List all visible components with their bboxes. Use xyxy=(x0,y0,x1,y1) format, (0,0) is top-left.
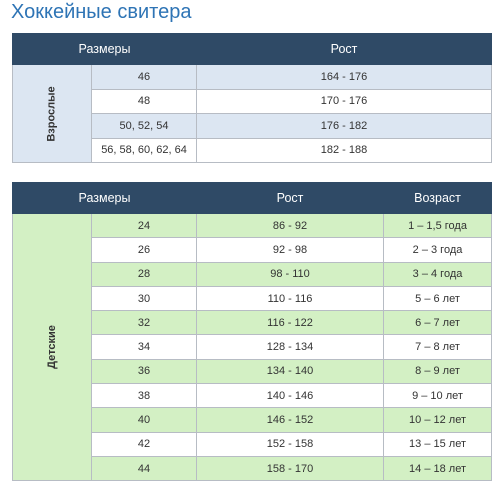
age-cell: 7 – 8 лет xyxy=(384,335,492,359)
height-cell: 140 - 146 xyxy=(197,384,384,408)
height-cell: 164 - 176 xyxy=(197,65,492,90)
age-cell: 6 – 7 лет xyxy=(384,311,492,335)
adult-group-label: Взрослые xyxy=(45,85,58,142)
size-cell: 56, 58, 60, 62, 64 xyxy=(92,138,197,163)
height-cell: 92 - 98 xyxy=(197,238,384,262)
height-cell: 116 - 122 xyxy=(197,311,384,335)
size-cell: 32 xyxy=(92,311,197,335)
size-cell: 28 xyxy=(92,262,197,286)
adult-header-sizes: Размеры xyxy=(13,34,197,65)
height-cell: 98 - 110 xyxy=(197,262,384,286)
page-title: Хоккейные свитера xyxy=(11,1,192,23)
age-cell: 8 – 9 лет xyxy=(384,359,492,383)
kids-header-row xyxy=(13,183,492,214)
size-cell: 46 xyxy=(92,65,197,90)
kids-group-label: Детские xyxy=(45,325,58,369)
adult-header-height: Рост xyxy=(197,34,492,65)
size-cell: 38 xyxy=(92,384,197,408)
kids-group-cell xyxy=(13,214,92,481)
height-cell: 110 - 116 xyxy=(197,286,384,310)
age-cell: 5 – 6 лет xyxy=(384,286,492,310)
adult-group-cell xyxy=(13,65,92,163)
adult-size-table xyxy=(12,33,492,163)
age-cell: 13 – 15 лет xyxy=(384,432,492,456)
size-cell: 36 xyxy=(92,359,197,383)
age-cell: 14 – 18 лет xyxy=(384,456,492,480)
size-cell: 34 xyxy=(92,335,197,359)
adult-header-row xyxy=(13,34,492,65)
kids-header-age: Возраст xyxy=(384,183,492,214)
table-row xyxy=(13,65,492,90)
kids-header-height: Рост xyxy=(197,183,384,214)
age-cell: 2 – 3 года xyxy=(384,238,492,262)
height-cell: 146 - 152 xyxy=(197,408,384,432)
age-cell: 1 – 1,5 года xyxy=(384,214,492,238)
size-cell: 24 xyxy=(92,214,197,238)
age-cell: 10 – 12 лет xyxy=(384,408,492,432)
height-cell: 176 - 182 xyxy=(197,114,492,139)
height-cell: 182 - 188 xyxy=(197,138,492,163)
kids-size-table xyxy=(12,182,492,481)
height-cell: 152 - 158 xyxy=(197,432,384,456)
age-cell: 3 – 4 года xyxy=(384,262,492,286)
size-cell: 42 xyxy=(92,432,197,456)
height-cell: 134 - 140 xyxy=(197,359,384,383)
age-cell: 9 – 10 лет xyxy=(384,384,492,408)
height-cell: 128 - 134 xyxy=(197,335,384,359)
size-cell: 30 xyxy=(92,286,197,310)
table-row xyxy=(13,214,492,238)
size-cell: 26 xyxy=(92,238,197,262)
height-cell: 170 - 176 xyxy=(197,89,492,114)
size-cell: 50, 52, 54 xyxy=(92,114,197,139)
size-cell: 40 xyxy=(92,408,197,432)
size-cell: 44 xyxy=(92,456,197,480)
kids-header-sizes: Размеры xyxy=(13,183,197,214)
height-cell: 158 - 170 xyxy=(197,456,384,480)
height-cell: 86 - 92 xyxy=(197,214,384,238)
size-cell: 48 xyxy=(92,89,197,114)
